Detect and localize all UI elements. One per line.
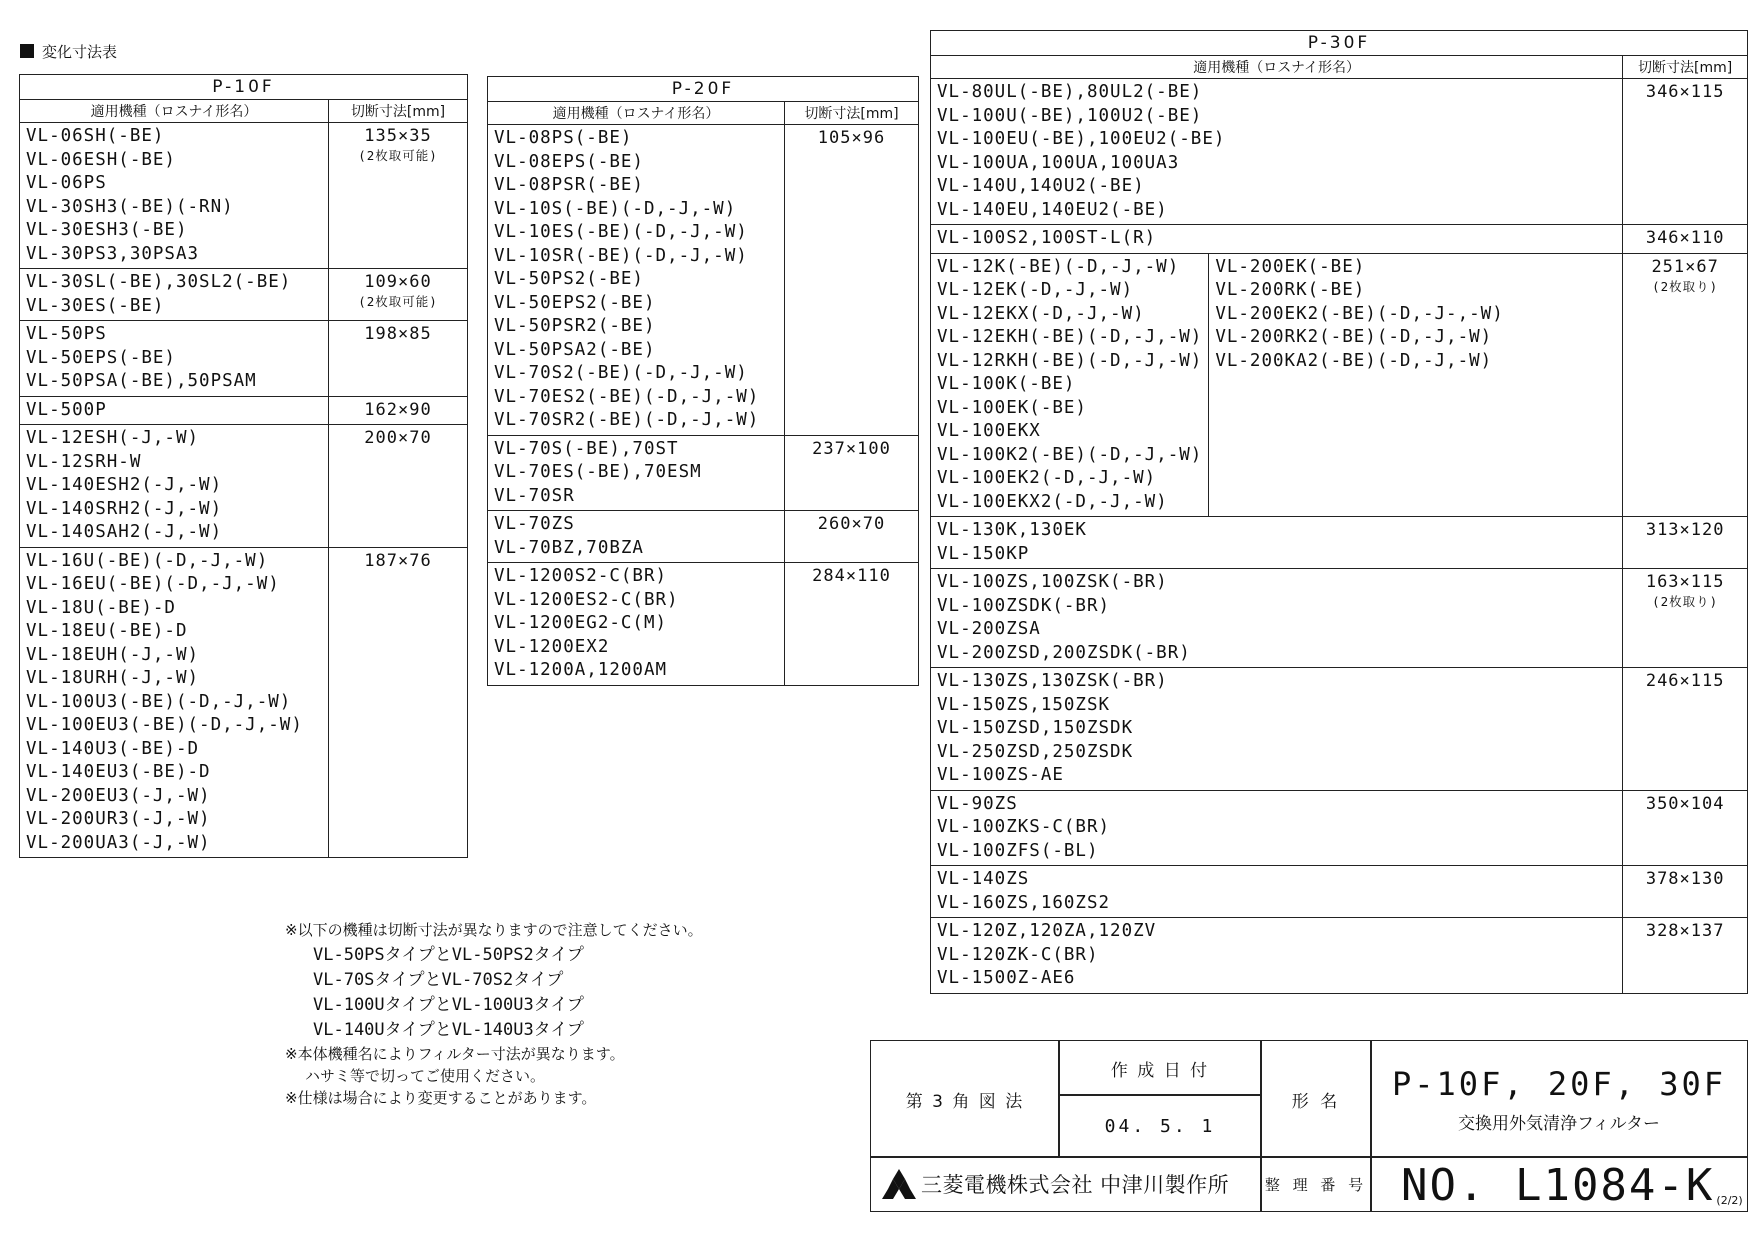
cut-size: 200×70 <box>364 428 432 448</box>
model-name: VL-18U(-BE)-D <box>26 597 176 618</box>
size-cell <box>329 547 468 858</box>
model-col-header: 適用機種（ロスナイ形名） <box>488 102 785 125</box>
model-cell <box>20 396 329 425</box>
model-name: VL-100ZFS(-BL) <box>937 840 1099 861</box>
model-name: VL-140ZS <box>937 869 1030 889</box>
model-name: VL-10ES(-BE)(-D,-J,-W) <box>494 222 748 242</box>
cut-size: 135×35 <box>364 126 432 146</box>
model-name: VL-70SR <box>494 485 575 506</box>
model-cell <box>488 511 785 563</box>
model-name: VL-100U(-BE),100U2(-BE) <box>937 105 1203 126</box>
model-name: VL-200UA3(-J,-W) <box>26 832 211 853</box>
model-cell <box>931 668 1623 791</box>
model-name: VL-16EU(-BE)(-D,-J,-W) <box>26 574 280 594</box>
model-name: VL-50PS <box>26 324 107 344</box>
model-name: VL-100ZSDK(-BR) <box>937 595 1111 616</box>
table-row <box>488 563 919 686</box>
model-name: VL-08EPS(-BE) <box>494 151 644 172</box>
table-row <box>931 253 1748 517</box>
model-cell <box>931 225 1623 254</box>
model-name: VL-200ZSD,200ZSDK(-BR) <box>937 642 1191 663</box>
size-cell <box>785 125 919 436</box>
cut-size: 237×100 <box>812 438 891 459</box>
model-name: VL-18EU(-BE)-D <box>26 621 188 641</box>
cut-size: 313×120 <box>1645 520 1725 540</box>
model-name: VL-06SH(-BE) <box>26 126 165 146</box>
note-line: VL-100UタイプとVL-100U3タイプ <box>313 995 584 1015</box>
model-name: VL-100EKX2(-D,-J,-W) <box>937 491 1168 512</box>
model-name: VL-50PSA2(-BE) <box>494 339 656 360</box>
model-name: VL-06ESH(-BE) <box>26 149 176 170</box>
table-row <box>20 123 468 269</box>
model-name: VL-100UA,100UA,100UA3 <box>937 152 1180 173</box>
table-row <box>931 517 1748 569</box>
model-name: VL-100K2(-BE)(-D,-J,-W) <box>937 444 1203 465</box>
table-row <box>931 790 1748 866</box>
model-cell <box>20 269 329 321</box>
size-cell <box>1623 225 1748 254</box>
model-name: VL-150ZS,150ZSK <box>937 694 1111 715</box>
model-name: VL-120ZK-C(BR) <box>937 944 1099 965</box>
model-cell <box>931 866 1623 918</box>
size-cell <box>785 563 919 686</box>
table-row <box>20 321 468 397</box>
company-name: 三菱電機株式会社 中津川製作所 <box>921 1173 1230 1197</box>
legend-square-icon <box>20 44 34 58</box>
model-name: VL-140ESH2(-J,-W) <box>26 475 223 495</box>
size-cell <box>329 425 468 548</box>
size-cell <box>1623 668 1748 791</box>
model-name: VL-1200EG2-C(M) <box>494 613 668 633</box>
table-row <box>931 918 1748 994</box>
model-name: VL-150KP <box>937 543 1030 564</box>
size-cell <box>1623 790 1748 866</box>
model-name: VL-12EKX(-D,-J,-W) <box>937 303 1145 324</box>
table-title: P-10F <box>20 75 468 100</box>
size-col-header: 切断寸法[mm] <box>329 100 468 123</box>
note-line: ハサミ等で切ってご使用ください。 <box>305 1067 546 1085</box>
projection-label: 第 3 角 図 法 <box>870 1040 1060 1158</box>
model-cell <box>20 547 329 858</box>
model-name: VL-18URH(-J,-W) <box>26 668 200 688</box>
size-cell <box>785 511 919 563</box>
table-row <box>20 269 468 321</box>
model-name: VL-250ZSD,250ZSDK <box>937 741 1134 762</box>
model-name: VL-50PSA(-BE),50PSAM <box>26 371 257 391</box>
model-name: VL-100S2,100ST-L(R) <box>937 228 1157 248</box>
model-name: VL-10S(-BE)(-D,-J,-W) <box>494 198 737 219</box>
model-name: VL-08PS(-BE) <box>494 128 633 148</box>
model-cell <box>931 918 1623 994</box>
sheet-number: (2/2) <box>1716 1194 1743 1207</box>
table-row <box>488 125 919 436</box>
doc-number: NO. L1084-K <box>1401 1160 1715 1211</box>
model-name: VL-30ESH3(-BE) <box>26 220 188 240</box>
mitsubishi-logo-icon <box>881 1168 917 1200</box>
cut-size: 350×104 <box>1645 793 1725 814</box>
model-name: VL-70S2(-BE)(-D,-J,-W) <box>494 363 748 383</box>
model-name: VL-12EKH(-BE)(-D,-J,-W) <box>937 327 1203 347</box>
model-cell <box>931 517 1623 569</box>
model-name: VL-100EU3(-BE)(-D,-J,-W) <box>26 715 303 735</box>
model-name: VL-1200A,1200AM <box>494 660 668 680</box>
table-row <box>931 225 1748 254</box>
model-name: VL-80UL(-BE),80UL2(-BE) <box>937 82 1203 102</box>
notes <box>285 918 845 1109</box>
product-desc: 交換用外気清浄フィルター <box>1458 1113 1660 1134</box>
model-cell <box>931 569 1623 668</box>
model-cell <box>931 79 1623 225</box>
size-cell <box>1623 866 1748 918</box>
model-name: VL-90ZS <box>937 793 1018 814</box>
model-name: VL-100K(-BE) <box>937 374 1076 394</box>
table-row <box>488 511 919 563</box>
cut-size: 105×96 <box>817 128 886 148</box>
model-name: VL-100ZS-AE <box>937 765 1064 785</box>
size-cell <box>1623 517 1748 569</box>
model-name: VL-50PSR2(-BE) <box>494 316 656 336</box>
table-row <box>931 866 1748 918</box>
model-name: VL-70BZ,70BZA <box>494 537 644 558</box>
legend-label: 変化寸法表 <box>42 42 118 61</box>
model-cell <box>931 790 1623 866</box>
model-name: VL-130ZS,130ZSK(-BR) <box>937 671 1168 691</box>
product-box <box>1370 1040 1748 1158</box>
date-label: 作 成 日 付 <box>1058 1040 1262 1096</box>
model-name: VL-140EU3(-BE)-D <box>26 762 211 782</box>
cut-size: 246×115 <box>1645 671 1725 691</box>
model-name: VL-12SRH-W <box>26 451 142 472</box>
doc-number-box <box>1370 1156 1748 1212</box>
model-name: VL-130K,130EK <box>937 520 1087 540</box>
model-name: VL-1200EX2 <box>494 636 610 657</box>
model-name: VL-50PS2(-BE) <box>494 269 644 289</box>
model-name: VL-200EK(-BE) <box>1215 256 1366 277</box>
cut-size: 378×130 <box>1645 869 1725 889</box>
table-row <box>931 668 1748 791</box>
model-name: VL-1200ES2-C(BR) <box>494 589 679 610</box>
date-value: 04. 5. 1 <box>1058 1094 1262 1158</box>
size-cell <box>329 123 468 269</box>
model-name: VL-140EU,140EU2(-BE) <box>937 199 1168 220</box>
model-cell <box>20 425 329 548</box>
cut-size: 328×137 <box>1645 921 1725 941</box>
model-cell <box>931 253 1209 517</box>
model-name: VL-12ESH(-J,-W) <box>26 428 200 448</box>
table-row <box>20 425 468 548</box>
cut-size: 251×67 <box>1651 256 1719 277</box>
size-cell <box>329 321 468 397</box>
model-name: VL-70SR2(-BE)(-D,-J,-W) <box>494 410 760 430</box>
model-col-header: 適用機種（ロスナイ形名） <box>931 56 1623 79</box>
note-line: VL-140UタイプとVL-140U3タイプ <box>313 1020 584 1040</box>
size-note: (2枚取可能) <box>358 294 438 309</box>
model-name: VL-100EU(-BE),100EU2(-BE) <box>937 129 1226 149</box>
cut-size: 163×115 <box>1645 572 1725 592</box>
table-row <box>20 396 468 425</box>
cut-size: 198×85 <box>364 324 432 344</box>
model-name: VL-30ES(-BE) <box>26 295 165 316</box>
model-name: VL-200RK2(-BE)(-D,-J,-W) <box>1215 327 1493 347</box>
model-name: VL-100EKX <box>937 421 1041 441</box>
model-cell <box>488 563 785 686</box>
cut-size: 109×60 <box>364 272 432 292</box>
size-col-header: 切断寸法[mm] <box>785 102 919 125</box>
ref-label: 整 理 番 号 <box>1260 1156 1372 1212</box>
model-name: VL-100EK2(-D,-J,-W) <box>937 468 1157 488</box>
model-name: VL-200KA2(-BE)(-D,-J,-W) <box>1215 350 1493 371</box>
model-name: VL-10SR(-BE)(-D,-J,-W) <box>494 245 748 266</box>
model-name: VL-140SRH2(-J,-W) <box>26 498 223 519</box>
p30f-table <box>930 30 1748 994</box>
model-cell <box>1209 253 1623 517</box>
size-col-header: 切断寸法[mm] <box>1623 56 1748 79</box>
cut-size: 162×90 <box>364 399 432 420</box>
table-row <box>931 79 1748 225</box>
model-name: VL-160ZS,160ZS2 <box>937 892 1111 913</box>
model-cell <box>20 123 329 269</box>
company-box <box>870 1156 1262 1212</box>
model-name: VL-70ES(-BE),70ESM <box>494 462 702 482</box>
size-note: (2枚取可能) <box>358 148 438 163</box>
model-name: VL-140SAH2(-J,-W) <box>26 522 223 542</box>
cut-size: 284×110 <box>812 566 891 586</box>
model-name: VL-30SL(-BE),30SL2(-BE) <box>26 272 292 292</box>
model-name: VL-70S(-BE),70ST <box>494 438 679 459</box>
size-note: (2枚取り) <box>1652 594 1719 609</box>
model-name: VL-18EUH(-J,-W) <box>26 644 200 665</box>
model-name: VL-140U,140U2(-BE) <box>937 176 1145 196</box>
cut-size: 346×110 <box>1645 228 1725 248</box>
model-name: VL-500P <box>26 399 107 420</box>
model-name: VL-50EPS2(-BE) <box>494 292 656 313</box>
p20f-table <box>487 76 919 686</box>
model-name: VL-100ZKS-C(BR) <box>937 817 1111 837</box>
cut-size: 187×76 <box>364 550 432 571</box>
model-name: VL-140U3(-BE)-D <box>26 738 200 759</box>
model-name: VL-30SH3(-BE)(-RN) <box>26 196 234 217</box>
size-cell <box>1623 569 1748 668</box>
model-name: VL-1200S2-C(BR) <box>494 566 668 586</box>
note-line: ※以下の機種は切断寸法が異なりますので注意してください。 <box>285 921 703 939</box>
model-cell <box>488 435 785 511</box>
product-name: P-10F, 20F, 30F <box>1392 1064 1726 1103</box>
legend <box>20 40 117 62</box>
note-line: ※本体機種名によりフィルター寸法が異なります。 <box>285 1045 625 1063</box>
table-row <box>931 569 1748 668</box>
table-row <box>488 435 919 511</box>
size-cell <box>329 269 468 321</box>
model-name: VL-150ZSD,150ZSDK <box>937 718 1134 738</box>
model-name: VL-30PS3,30PSA3 <box>26 243 200 264</box>
size-cell <box>1623 79 1748 225</box>
model-name: VL-70ES2(-BE)(-D,-J,-W) <box>494 386 760 407</box>
model-name: VL-200RK(-BE) <box>1215 280 1366 300</box>
model-cell <box>488 125 785 436</box>
size-cell <box>1623 253 1748 517</box>
table-title: P-20F <box>488 77 919 102</box>
note-line: ※仕様は場合により変更することがあります。 <box>285 1089 597 1107</box>
name-label: 形 名 <box>1260 1040 1372 1158</box>
model-name: VL-200UR3(-J,-W) <box>26 809 211 829</box>
model-cell <box>20 321 329 397</box>
model-name: VL-200EU3(-J,-W) <box>26 785 211 806</box>
size-cell <box>329 396 468 425</box>
model-name: VL-50EPS(-BE) <box>26 347 176 368</box>
model-name: VL-12EK(-D,-J,-W) <box>937 280 1134 300</box>
model-name: VL-06PS <box>26 173 107 193</box>
p10f-table <box>19 74 468 858</box>
model-name: VL-12RKH(-BE)(-D,-J,-W) <box>937 350 1203 371</box>
cut-size: 260×70 <box>817 514 886 534</box>
size-cell <box>1623 918 1748 994</box>
size-cell <box>785 435 919 511</box>
model-name: VL-100EK(-BE) <box>937 397 1087 418</box>
model-name: VL-12K(-BE)(-D,-J,-W) <box>937 256 1180 277</box>
table-row <box>20 547 468 858</box>
model-name: VL-200ZSA <box>937 619 1041 639</box>
cut-size: 346×115 <box>1645 82 1725 102</box>
model-name: VL-1500Z-AE6 <box>937 968 1076 988</box>
model-name: VL-200EK2(-BE)(-D,-J-,-W) <box>1215 303 1504 324</box>
model-name: VL-70ZS <box>494 514 575 534</box>
model-name: VL-100U3(-BE)(-D,-J,-W) <box>26 691 292 712</box>
model-name: VL-120Z,120ZA,120ZV <box>937 921 1157 941</box>
model-name: VL-100ZS,100ZSK(-BR) <box>937 572 1168 592</box>
model-name: VL-08PSR(-BE) <box>494 175 644 195</box>
note-line: VL-70SタイプとVL-70S2タイプ <box>313 970 564 990</box>
model-col-header: 適用機種（ロスナイ形名） <box>20 100 329 123</box>
table-title: P-30F <box>931 31 1748 56</box>
note-line: VL-50PSタイプとVL-50PS2タイプ <box>313 945 584 965</box>
size-note: (2枚取り) <box>1652 278 1719 294</box>
model-name: VL-16U(-BE)(-D,-J,-W) <box>26 550 269 571</box>
